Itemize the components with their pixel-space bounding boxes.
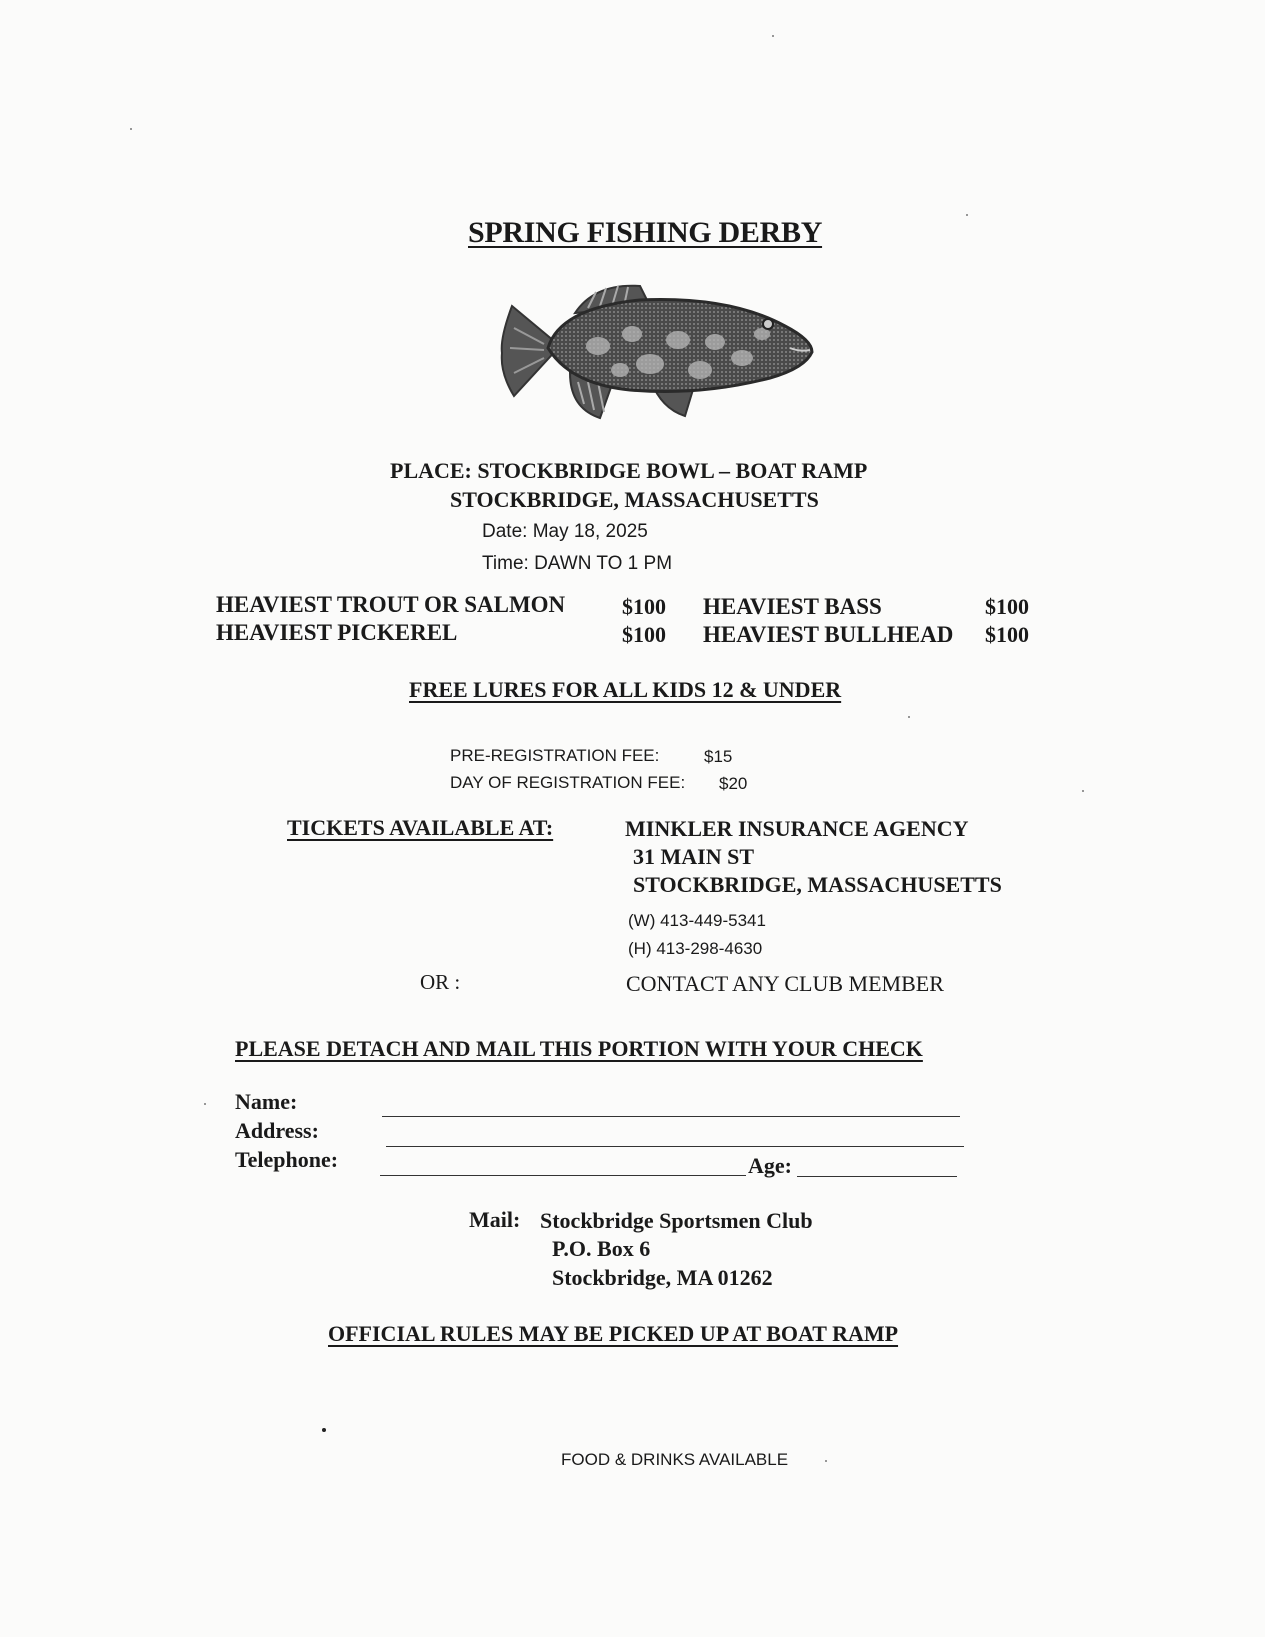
detach-heading: PLEASE DETACH AND MAIL THIS PORTION WITH YOUR CHECK: [235, 1036, 923, 1061]
tickets-heading: TICKETS AVAILABLE AT:: [287, 815, 554, 840]
prize-label: HEAVIEST BASS: [703, 594, 882, 619]
event-place: PLACE: STOCKBRIDGE BOWL – BOAT RAMP: [390, 458, 868, 483]
telephone-label: Telephone:: [235, 1147, 339, 1172]
mail-label: Mail:: [469, 1207, 521, 1232]
scan-speck: [772, 35, 774, 37]
free-lures-banner: FREE LURES FOR ALL KIDS 12 & UNDER: [409, 677, 842, 702]
name-field[interactable]: [382, 1116, 960, 1117]
day-registration-fee-amount: $20: [719, 774, 748, 793]
mail-line-3: Stockbridge, MA 01262: [552, 1265, 773, 1290]
page-title: SPRING FISHING DERBY: [468, 216, 823, 249]
event-place-city: STOCKBRIDGE, MASSACHUSETTS: [450, 487, 819, 512]
ticket-street: 31 MAIN ST: [633, 844, 755, 869]
scan-speck: [204, 1103, 206, 1105]
prize-amount: $100: [985, 622, 1029, 647]
address-label: Address:: [235, 1118, 319, 1143]
ticket-phone-home: (H) 413-298-4630: [628, 939, 763, 958]
official-rules-note: OFFICIAL RULES MAY BE PICKED UP AT BOAT RAMP: [328, 1321, 899, 1346]
ticket-agency: MINKLER INSURANCE AGENCY: [625, 816, 969, 841]
prize-amount: $100: [622, 622, 666, 647]
mail-line-1: Stockbridge Sportsmen Club: [540, 1208, 813, 1233]
mail-line-2: P.O. Box 6: [552, 1236, 651, 1261]
scan-speck: [825, 1460, 827, 1462]
scan-speck: [322, 1428, 326, 1432]
prize-label: HEAVIEST PICKEREL: [216, 620, 458, 645]
pre-registration-fee-label: PRE-REGISTRATION FEE:: [450, 746, 660, 765]
prize-amount: $100: [622, 594, 666, 619]
or-label: OR :: [420, 970, 461, 994]
fish-illustration: [500, 278, 820, 423]
age-label: Age:: [748, 1153, 792, 1178]
scan-speck: [1082, 790, 1084, 792]
address-field[interactable]: [386, 1146, 964, 1147]
contact-club-member: CONTACT ANY CLUB MEMBER: [626, 971, 944, 996]
telephone-field[interactable]: [380, 1175, 746, 1176]
event-time: Time: DAWN TO 1 PM: [482, 553, 673, 574]
scan-speck: [908, 716, 910, 718]
ticket-city: STOCKBRIDGE, MASSACHUSETTS: [633, 872, 1002, 897]
scan-speck: [130, 128, 132, 130]
prize-label: HEAVIEST TROUT OR SALMON: [216, 592, 566, 617]
ticket-phone-work: (W) 413-449-5341: [628, 911, 766, 930]
scan-speck: [966, 214, 968, 216]
day-registration-fee-label: DAY OF REGISTRATION FEE:: [450, 773, 686, 792]
footer-note: FOOD & DRINKS AVAILABLE: [561, 1450, 789, 1469]
prize-amount: $100: [985, 594, 1029, 619]
name-label: Name:: [235, 1089, 298, 1114]
age-field[interactable]: [797, 1176, 957, 1177]
prize-label: HEAVIEST BULLHEAD: [703, 622, 954, 647]
fish-icon: [500, 278, 820, 423]
event-date: Date: May 18, 2025: [482, 521, 648, 542]
pre-registration-fee-amount: $15: [704, 747, 733, 766]
